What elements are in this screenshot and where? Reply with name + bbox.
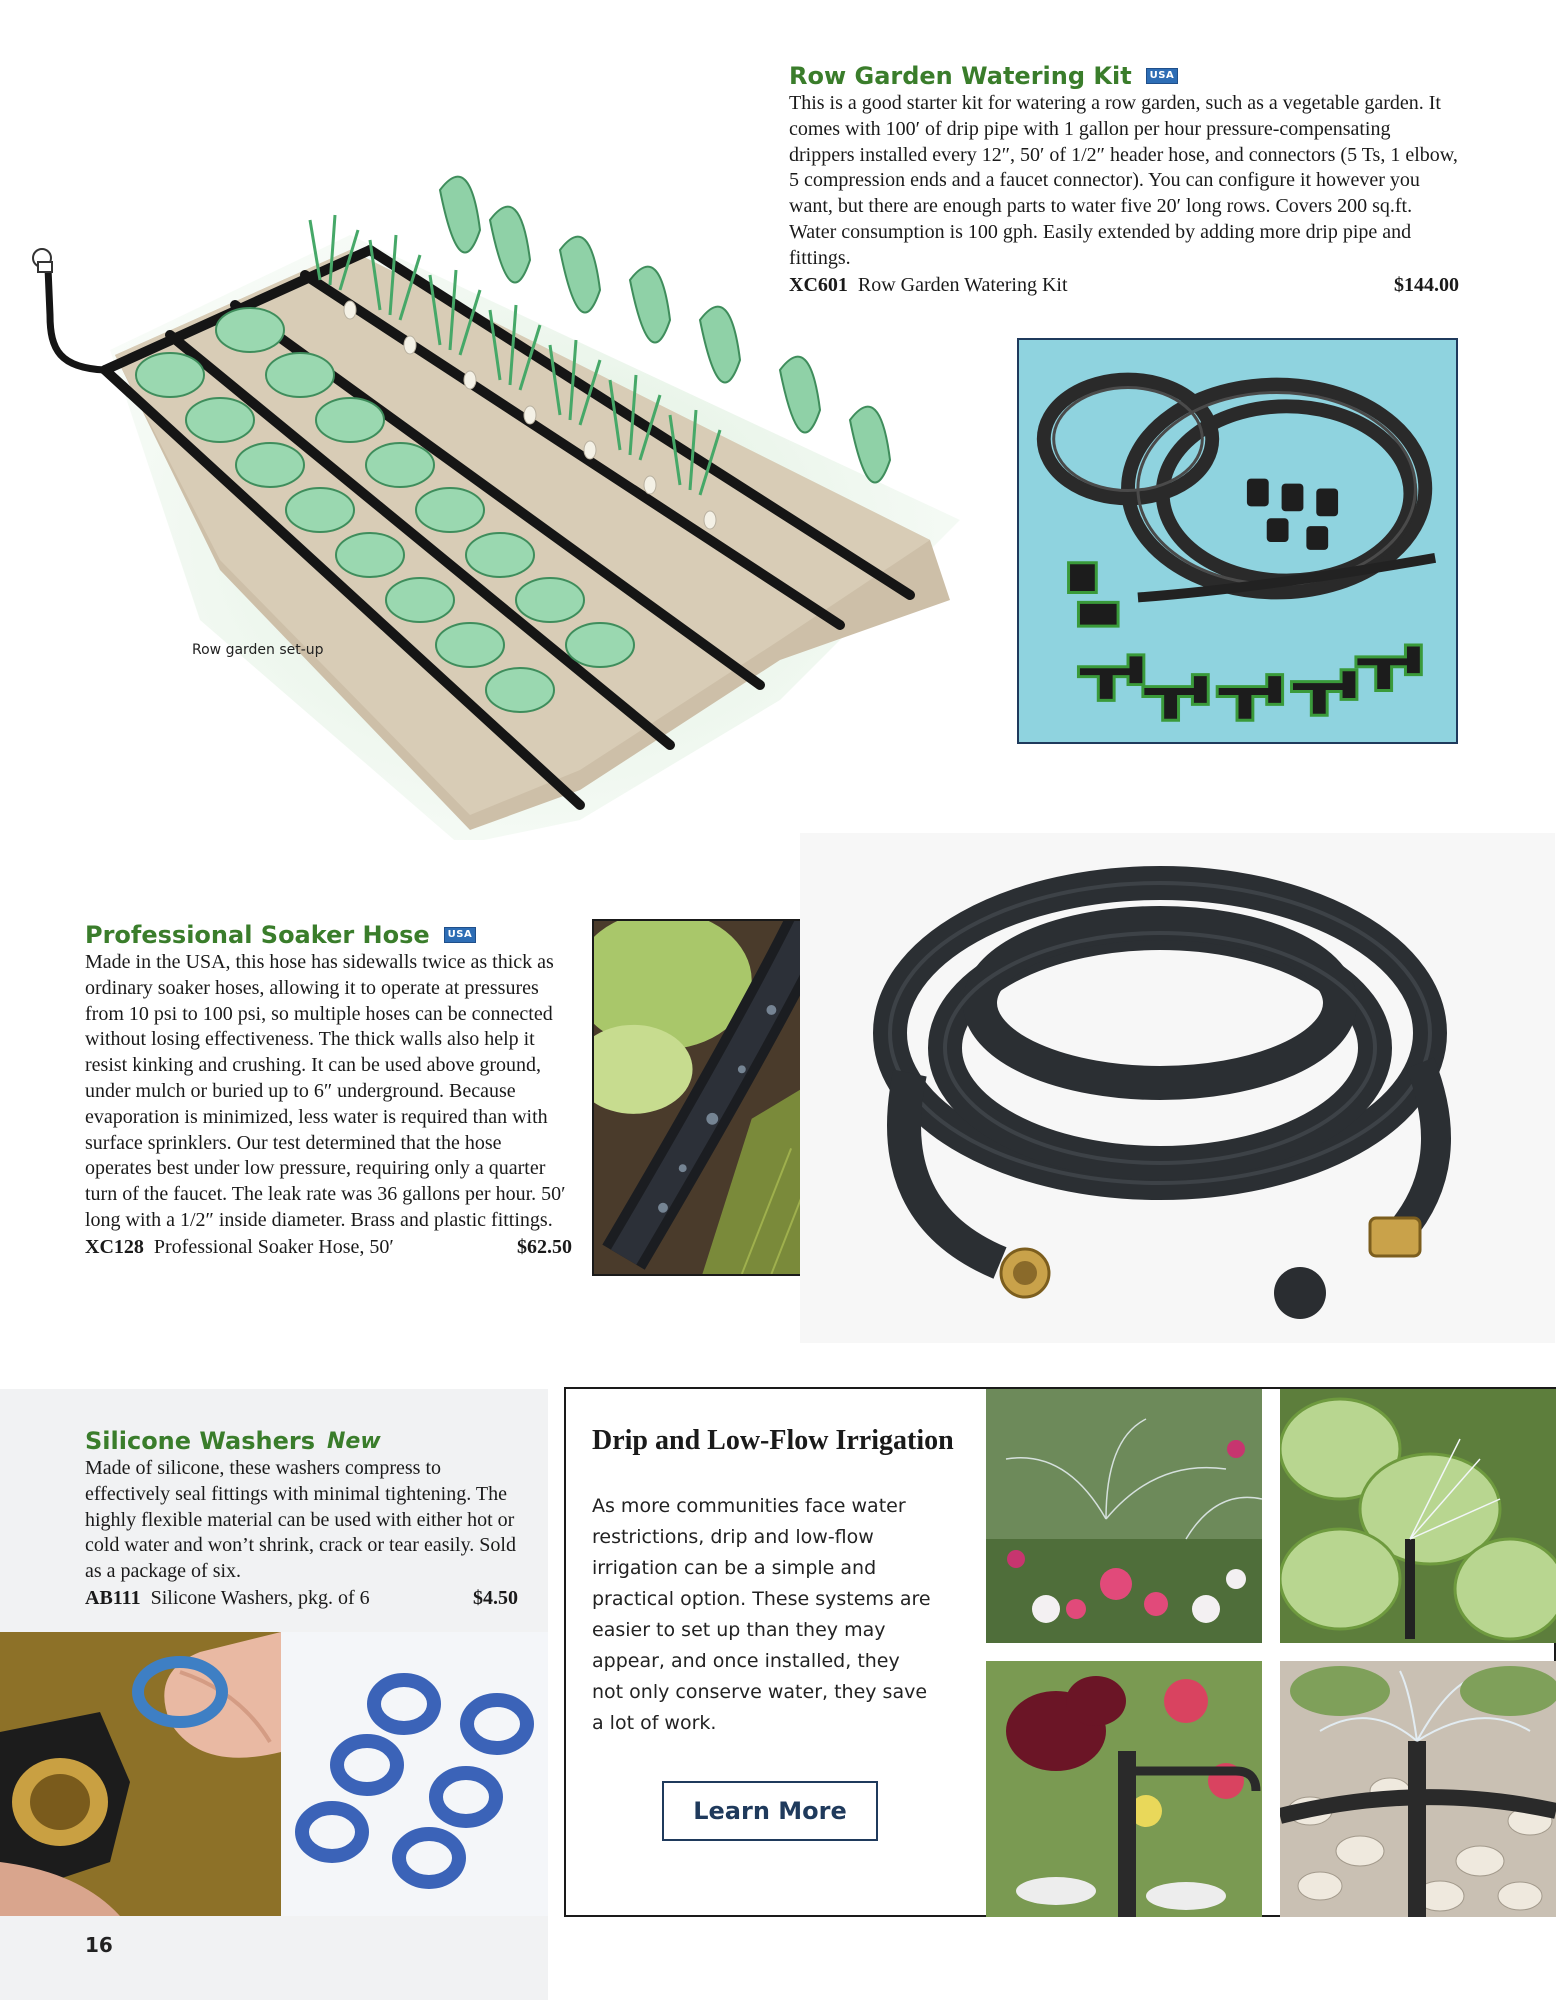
soaker-description: Made in the USA, this hose has sidewalls twice as thick as ordinary soaker hoses, allowing it to operate at pressures from 10 psi to 100 psi, so multiple hoses can be connected without losing effectiveness. The thick walls also help it resist kinking and crushing. It can be used above ground, under mulch or buried up to 6″ underground. Because evaporation is minimized, less water is required than with surface sprinklers. Our test determined that the hose operates best under low pressure, requiring only a quarter turn of the faucet. The leak rate was 36 gallons per hour. 50′ long with a 1/2″ inside diameter. Brass and plastic fittings. xyxy=(85,951,566,1231)
row-kit-title xyxy=(789,62,1459,90)
sprayer-leaves-photo xyxy=(1280,1389,1556,1643)
row-kit-description: This is a good starter kit for watering a row garden, such as a vegetable garden. It comes with 100′ of drip pipe with 1 gallon per hour pressure-compensating drippers installed every 12″, 50′ of 1/2″ header hose, and connectors (5 Ts, 1 elbow, 5 compression ends and a faucet connector). You can configure it however you want, but there are enough parts to water five 20′ long rows. Covers 200 sq.ft. Water consumption is 100 gph. Easily extended by adding more drip pipe and fittings. xyxy=(789,92,1458,269)
row-kit-order-line xyxy=(789,272,1459,298)
soaker-item-name: Professional Soaker Hose, 50′ xyxy=(153,1235,394,1258)
page-number: 16 xyxy=(85,1933,113,1957)
new-badge: New xyxy=(326,1428,381,1454)
learn-more-button[interactable]: Learn More xyxy=(662,1781,878,1841)
soaker-section xyxy=(85,921,572,1260)
washers-section xyxy=(85,1427,518,1611)
made-in-usa-badge: USA xyxy=(1146,68,1179,84)
soaker-title-text: Professional Soaker Hose xyxy=(85,921,430,949)
washers-title xyxy=(85,1427,518,1455)
washer-in-hand-photo xyxy=(0,1632,281,1916)
promo-heading: Drip and Low-Flow Irrigation xyxy=(592,1425,954,1456)
soaker-title xyxy=(85,921,572,949)
washers-product-photo xyxy=(281,1632,548,1916)
irrigation-promo-box xyxy=(564,1387,1556,1917)
dripper-stones-photo xyxy=(1280,1661,1556,1917)
washers-order-line xyxy=(85,1585,518,1611)
soaker-price: $62.50 xyxy=(517,1235,572,1258)
washers-price: $4.50 xyxy=(473,1586,518,1609)
soaker-order-line xyxy=(85,1234,572,1260)
row-kit-price: $144.00 xyxy=(1394,273,1459,296)
soaker-hose-coil-photo xyxy=(800,833,1555,1343)
sprinkler-flowers-photo xyxy=(986,1389,1262,1643)
row-kit-sku: XC601 xyxy=(789,273,848,296)
row-kit-title-text: Row Garden Watering Kit xyxy=(789,62,1132,90)
soaker-sku: XC128 xyxy=(85,1235,144,1258)
promo-body: As more communities face water restrictions, drip and low-flow irrigation can be a simple and practical option. These systems are easier to set up than they may appear, and once installed, they not only conserve water, they save a lot of work. xyxy=(592,1495,931,1734)
pansy-dripper-photo xyxy=(986,1661,1262,1917)
washers-sku: AB111 xyxy=(85,1586,141,1609)
made-in-usa-badge: USA xyxy=(444,927,477,943)
row-kit-item-name: Row Garden Watering Kit xyxy=(857,273,1068,296)
row-kit-section xyxy=(789,62,1459,298)
washers-item-name: Silicone Washers, pkg. of 6 xyxy=(150,1586,370,1609)
kit-product-photo xyxy=(1017,338,1458,744)
washers-description: Made of silicone, these washers compress to effectively seal fittings with minimal tightening. The highly flexible material can be used with either hot or cold water and won’t shrink, crack or tear easily. Sold as a package of six. xyxy=(85,1457,516,1583)
illustration-caption: Row garden set-up xyxy=(192,642,324,658)
washers-title-text: Silicone Washers xyxy=(85,1427,315,1455)
